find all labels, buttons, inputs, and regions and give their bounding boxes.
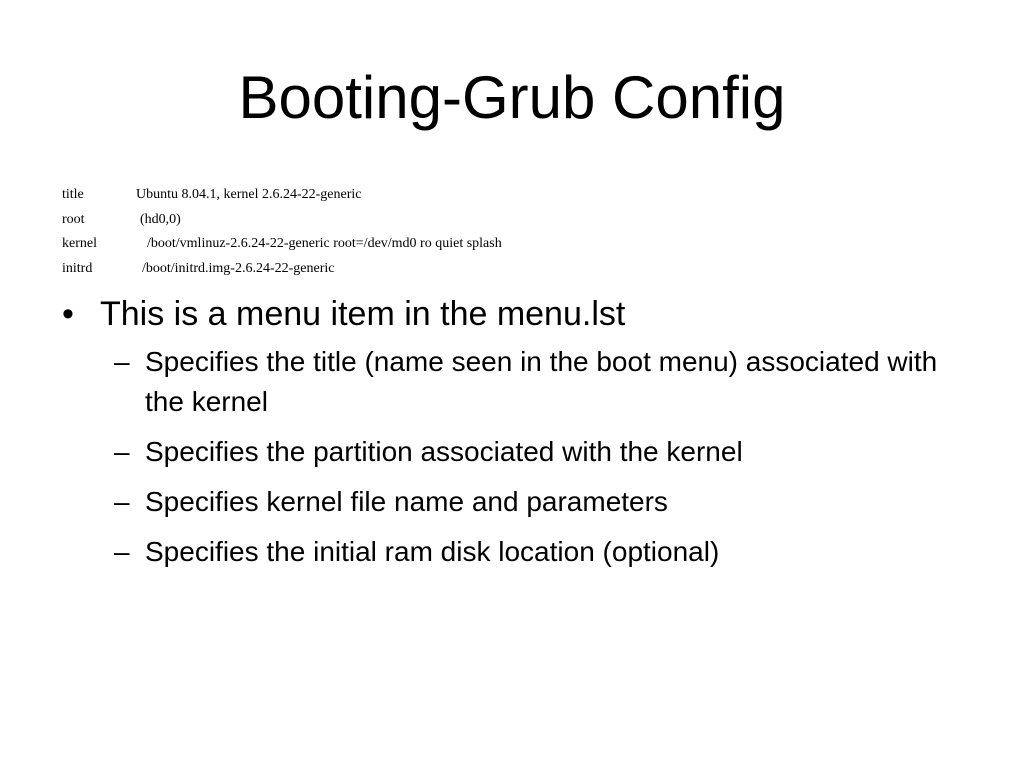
sub-bullet-item [62,532,962,572]
bullet-list [62,292,962,582]
sub-bullet-item [62,342,962,422]
sub-bullet-marker: – [114,346,130,377]
bullet-item [62,292,962,336]
config-value: Ubuntu 8.04.1, kernel 2.6.24-22-generic [136,187,362,202]
config-key: root [62,211,85,227]
sub-bullet-item [62,432,962,472]
sub-bullet-marker: – [114,486,130,517]
sub-bullet-text: Specifies the partition associated with the kernel [145,436,743,467]
config-value: /boot/vmlinuz-2.6.24-22-generic root=/dev/md0 ro quiet splash [147,236,502,251]
sub-bullet-text: Specifies the initial ram disk location (optional) [145,536,720,567]
config-key: kernel [62,236,97,251]
sub-bullet-marker: – [114,436,130,467]
bullet-marker: • [62,295,74,333]
sub-bullet-text: Specifies the title (name seen in the boot menu) associated with the kernel [145,346,938,417]
slide-title: Booting-Grub Config [238,64,786,131]
sub-bullet-item [62,482,962,522]
sub-bullet-marker: – [114,536,130,567]
config-value: (hd0,0) [140,211,181,227]
config-key: title [62,187,84,202]
bullet-text: This is a menu item in the menu.lst [100,295,626,333]
config-value: /boot/initrd.img-2.6.24-22-generic [142,260,335,276]
sub-bullet-text: Specifies kernel file name and parameters [145,486,668,517]
config-key: initrd [62,260,93,276]
